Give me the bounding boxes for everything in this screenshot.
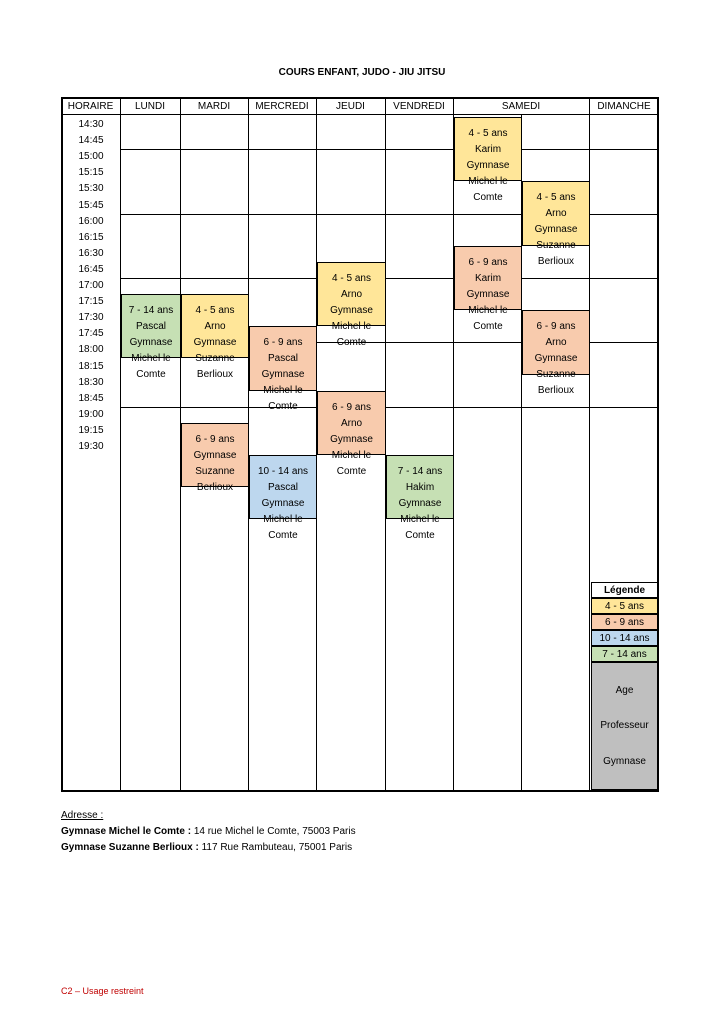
class-professor: Arno	[340, 417, 363, 429]
hour-divider	[120, 407, 659, 408]
time-label: 16:15	[78, 231, 104, 243]
class-gymnase: Michel le	[131, 353, 171, 365]
legend-field: Professeur	[600, 720, 649, 732]
class-gymnase: Gymnase	[261, 498, 305, 510]
hour-divider	[120, 149, 659, 150]
address-line-2: Gymnase Suzanne Berlioux : 117 Rue Rambuteau, 75001 Paris	[61, 842, 353, 853]
column-header-dimanche: DIMANCHE	[597, 101, 651, 112]
class-gymnase: Gymnase	[534, 353, 578, 365]
class-block	[181, 423, 249, 493]
class-gymnase: Gymnase	[330, 433, 373, 445]
time-label: 17:45	[78, 328, 104, 340]
class-professor: Pascal	[135, 321, 166, 333]
class-age: 10 - 14 ans	[257, 466, 309, 478]
class-block	[249, 326, 317, 413]
class-block	[454, 117, 522, 203]
class-age: 4 - 5 ans	[468, 128, 508, 139]
class-professor: Karim	[474, 144, 502, 155]
class-gymnase: Michel le	[468, 176, 508, 187]
legend-item: 4 - 5 ans	[591, 598, 658, 614]
class-gymnase: Suzanne	[195, 353, 235, 365]
schedule-grid	[61, 97, 659, 792]
time-label: 17:30	[78, 312, 104, 324]
class-age: 7 - 14 ans	[128, 305, 174, 317]
class-professor: Arno	[545, 208, 567, 220]
class-gymnase: Berlioux	[537, 256, 575, 268]
time-label: 19:15	[78, 424, 104, 436]
classification-footer: C2 – Usage restreint	[61, 986, 144, 996]
column-header-horaire: HORAIRE	[67, 101, 114, 112]
address-line-1: Gymnase Michel le Comte : 14 rue Michel le Comte, 75003 Paris	[61, 826, 356, 837]
class-gymnase: Gymnase	[261, 369, 305, 381]
column-divider	[453, 97, 454, 792]
legend-fields	[591, 662, 658, 790]
time-label: 16:45	[78, 263, 104, 275]
class-gymnase: Comte	[473, 192, 503, 203]
class-age: 6 - 9 ans	[468, 256, 508, 268]
class-gymnase: Michel le	[331, 320, 372, 332]
class-gymnase: Berlioux	[196, 369, 234, 381]
column-header-mardi: MARDI	[197, 101, 231, 112]
time-label: 14:30	[78, 119, 104, 130]
class-gymnase: Gymnase	[129, 337, 173, 349]
class-gymnase: Gymnase	[330, 304, 373, 316]
time-label: 18:30	[78, 376, 104, 388]
class-block	[522, 181, 590, 268]
legend-item: 7 - 14 ans	[591, 646, 658, 662]
class-block	[181, 294, 249, 381]
class-block	[317, 391, 386, 477]
class-professor: Arno	[340, 288, 363, 300]
class-age: 4 - 5 ans	[332, 272, 371, 284]
class-gymnase: Gymnase	[466, 160, 510, 171]
class-gymnase: Berlioux	[196, 481, 234, 493]
class-gymnase: Michel le	[263, 385, 303, 397]
class-gymnase: Comte	[473, 320, 503, 332]
column-header-samedi: SAMEDI	[501, 101, 541, 112]
legend-field: Gymnase	[603, 755, 646, 767]
class-gymnase: Comte	[405, 530, 435, 542]
column-header-vendredi: VENDREDI	[393, 101, 445, 112]
class-professor: Arno	[545, 337, 567, 349]
time-label: 19:00	[78, 408, 104, 420]
legend-item: 6 - 9 ans	[591, 614, 658, 630]
class-gymnase: Michel le	[400, 514, 440, 526]
class-gymnase: Comte	[336, 465, 367, 477]
legend-title: Légende	[591, 582, 658, 598]
class-gymnase: Comte	[336, 336, 367, 348]
class-professor: Hakim	[405, 482, 435, 494]
class-gymnase: Suzanne	[195, 465, 235, 477]
class-professor: Karim	[474, 272, 502, 284]
class-age: 6 - 9 ans	[263, 337, 303, 349]
page-title: COURS ENFANT, JUDO - JIU JITSU	[278, 67, 446, 78]
class-age: 4 - 5 ans	[536, 192, 576, 204]
time-label: 18:15	[78, 360, 104, 372]
time-label: 17:15	[78, 296, 104, 308]
time-label: 15:15	[78, 167, 104, 179]
class-age: 6 - 9 ans	[332, 401, 371, 413]
class-gymnase: Michel le	[468, 304, 508, 316]
class-age: 7 - 14 ans	[397, 466, 443, 478]
address-label: Adresse :	[61, 810, 104, 821]
class-gymnase: Suzanne	[536, 369, 576, 381]
class-professor: Arno	[204, 321, 226, 333]
class-age: 6 - 9 ans	[195, 433, 235, 445]
class-gymnase: Berlioux	[537, 385, 575, 397]
column-header-lundi: LUNDI	[134, 101, 165, 112]
time-label: 17:00	[78, 280, 104, 291]
class-gymnase: Comte	[268, 401, 298, 413]
address-block	[61, 808, 356, 856]
time-label: 16:30	[78, 247, 104, 259]
class-gymnase: Michel le	[331, 449, 372, 461]
class-block	[121, 294, 181, 381]
time-label: 19:30	[78, 441, 104, 452]
class-block	[386, 455, 454, 542]
class-gymnase: Comte	[268, 530, 298, 542]
legend-field: Age	[615, 685, 634, 697]
time-label: 15:45	[78, 199, 104, 211]
time-label: 15:00	[78, 151, 104, 163]
time-label: 18:45	[78, 392, 104, 404]
class-gymnase: Michel le	[263, 514, 303, 526]
class-block	[454, 246, 522, 332]
class-gymnase: Comte	[136, 369, 166, 381]
hour-divider	[120, 278, 659, 279]
class-professor: Pascal	[267, 482, 298, 494]
class-gymnase: Gymnase	[193, 449, 237, 461]
class-block	[249, 455, 317, 542]
class-age: 6 - 9 ans	[536, 321, 576, 333]
time-label: 18:00	[78, 344, 104, 356]
class-block	[317, 262, 386, 348]
column-header-mercredi: MERCREDI	[255, 101, 309, 112]
class-gymnase: Gymnase	[193, 337, 237, 349]
class-block	[522, 310, 590, 397]
class-professor: Pascal	[267, 353, 298, 365]
class-gymnase: Suzanne	[536, 240, 576, 252]
column-header-jeudi: JEUDI	[336, 101, 365, 112]
class-gymnase: Gymnase	[466, 288, 510, 300]
class-gymnase: Gymnase	[534, 224, 578, 236]
time-label: 15:30	[78, 183, 104, 195]
grid-border-bottom	[61, 790, 659, 792]
legend-item: 10 - 14 ans	[591, 630, 658, 646]
class-gymnase: Gymnase	[398, 498, 442, 510]
time-label: 14:45	[78, 135, 104, 147]
class-age: 4 - 5 ans	[195, 305, 235, 317]
time-label: 16:00	[78, 215, 104, 227]
